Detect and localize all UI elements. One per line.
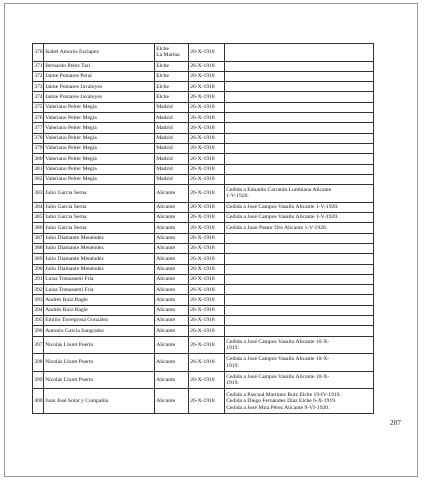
entry-number-cell: 394 [33, 305, 44, 315]
notes-cell [225, 102, 374, 112]
holder-name-cell: Julio Diamante Menéndez [44, 233, 155, 243]
table-row [33, 316, 374, 326]
table-row [33, 389, 374, 414]
notes-cell [225, 274, 374, 284]
entry-number-cell: 396 [33, 326, 44, 336]
table-row [33, 92, 374, 102]
entry-number-cell: 400 [33, 389, 44, 414]
place-line: Elche [156, 83, 169, 90]
table-row [33, 202, 374, 212]
place-line: Elche [156, 73, 169, 80]
notes-cell [225, 133, 374, 143]
entry-number-cell: 387 [33, 233, 44, 243]
holder-name-cell: Jaime Pomares Peral [44, 71, 155, 81]
date-cell: 26-X-1918 [189, 274, 225, 284]
place-cell [155, 44, 189, 62]
date-cell: 26-X-1918 [189, 213, 225, 223]
holder-name-cell: Luisa Tomassetti Fría [44, 274, 155, 284]
date-cell: 26-X-1918 [189, 174, 225, 184]
place-line: Alicante [156, 341, 176, 348]
note-line: Cedida a José Campos Vasallo Alicante 1-V-1920. [226, 214, 339, 221]
place-line: Alicante [156, 235, 176, 242]
place-line: Madrid [156, 124, 173, 131]
concession-register-table [32, 43, 374, 414]
holder-name-cell: Julio Diamante Menéndez [44, 243, 155, 253]
notes-cell [225, 143, 374, 153]
place-cell [155, 223, 189, 233]
entry-number-cell: 389 [33, 254, 44, 264]
holder-name-cell: Julio Diamante Menéndez [44, 264, 155, 274]
place-cell [155, 174, 189, 184]
note-line: Cedida a Juan Pastor Oro Alicante 1-V-1920. [226, 224, 328, 231]
table-row [33, 123, 374, 133]
place-cell [155, 316, 189, 326]
note-line: 1919. [226, 344, 239, 351]
place-line: Alicante [156, 245, 176, 252]
table-row [33, 143, 374, 153]
place-line: La Marina [156, 52, 180, 59]
table-row [33, 305, 374, 315]
place-line: Madrid [156, 104, 173, 111]
place-cell [155, 154, 189, 164]
place-cell [155, 202, 189, 212]
holder-name-cell: Nicolás Lloret Puerto [44, 336, 155, 354]
note-line: Cedida a José Campos Vasallo Alicante 10-X- [226, 356, 330, 363]
date-cell: 26-X-1918 [189, 44, 225, 62]
holder-name-cell: Andrés Ruiz Bagle [44, 305, 155, 315]
holder-name-cell: Julio García Serna [44, 185, 155, 203]
place-line: Elche [156, 63, 169, 70]
entry-number-cell: 395 [33, 316, 44, 326]
table-row [33, 102, 374, 112]
date-cell: 26-X-1918 [189, 143, 225, 153]
date-cell: 26-X-1918 [189, 316, 225, 326]
notes-cell [225, 154, 374, 164]
place-line: Madrid [156, 176, 173, 183]
notes-cell [225, 223, 374, 233]
date-cell: 26-X-1918 [189, 371, 225, 389]
entry-number-cell: 371 [33, 61, 44, 71]
place-cell [155, 164, 189, 174]
notes-cell [225, 82, 374, 92]
place-cell [155, 102, 189, 112]
entry-number-cell: 385 [33, 213, 44, 223]
table-row [33, 185, 374, 203]
place-cell [155, 326, 189, 336]
entry-number-cell: 376 [33, 113, 44, 123]
table-row [33, 44, 374, 62]
holder-name-cell: Jaime Pomares Javaloyes [44, 92, 155, 102]
holder-name-cell: Jaime Pomares Javaloyes [44, 82, 155, 92]
notes-cell [225, 164, 374, 174]
notes-cell [225, 285, 374, 295]
entry-number-cell: 378 [33, 133, 44, 143]
entry-number-cell: 382 [33, 174, 44, 184]
notes-cell [225, 336, 374, 354]
place-cell [155, 143, 189, 153]
date-cell: 26-X-1918 [189, 285, 225, 295]
table-row [33, 164, 374, 174]
entry-number-cell: 372 [33, 71, 44, 81]
table-row [33, 71, 374, 81]
place-line: Madrid [156, 155, 173, 162]
note-line: Cedida a Diego Fernández Díaz Elche 6-X-1919. [226, 398, 337, 405]
note-line: Cedida a José Campos Vasallo Alicante 10-X- [226, 338, 330, 345]
place-line: Elche [156, 45, 169, 52]
date-cell: 26-X-1918 [189, 61, 225, 71]
table-row [33, 254, 374, 264]
place-cell [155, 133, 189, 143]
table-row [33, 133, 374, 143]
notes-cell [225, 185, 374, 203]
place-cell [155, 243, 189, 253]
notes-cell [225, 92, 374, 102]
notes-cell [225, 254, 374, 264]
entry-number-cell: 386 [33, 223, 44, 233]
holder-name-cell: Valeriano Peiter Megía [44, 123, 155, 133]
notes-cell [225, 213, 374, 223]
entry-number-cell: 388 [33, 243, 44, 253]
entry-number-cell: 374 [33, 92, 44, 102]
date-cell: 26-X-1918 [189, 113, 225, 123]
holder-name-cell: Valeriano Peiter Megía [44, 154, 155, 164]
place-cell [155, 185, 189, 203]
note-line: 1919. [226, 380, 239, 387]
holder-name-cell: Julio García Serna [44, 213, 155, 223]
entry-number-cell: 399 [33, 371, 44, 389]
date-cell: 26-X-1918 [189, 354, 225, 372]
entry-number-cell: 375 [33, 102, 44, 112]
register-table-body [33, 44, 374, 414]
place-line: Alicante [156, 317, 176, 324]
date-cell: 26-X-1918 [189, 264, 225, 274]
table-row [33, 326, 374, 336]
place-cell [155, 336, 189, 354]
notes-cell [225, 44, 374, 62]
notes-cell [225, 305, 374, 315]
date-cell: 26-X-1918 [189, 326, 225, 336]
date-cell: 26-X-1918 [189, 123, 225, 133]
date-cell: 26-X-1918 [189, 295, 225, 305]
holder-name-cell: Luisa Tomassetti Fría [44, 285, 155, 295]
entry-number-cell: 398 [33, 354, 44, 372]
table-row [33, 371, 374, 389]
place-line: Alicante [156, 224, 176, 231]
note-line: 1919. [226, 362, 239, 369]
note-line: Cedida a Pascual Martínez Ruiz Elche 19-IV-1919. [226, 391, 341, 398]
table-row [33, 154, 374, 164]
entry-number-cell: 380 [33, 154, 44, 164]
table-row [33, 113, 374, 123]
table-row [33, 213, 374, 223]
note-line: Cedida a Eduardo Carratón Lumbiana Alicante [226, 187, 332, 194]
note-line: Cedida a José Campos Vasallo Alicante 10-X- [226, 373, 330, 380]
holder-name-cell: Valeriano Peiter Megía [44, 164, 155, 174]
holder-name-cell: Juan José Solar y Compañía [44, 389, 155, 414]
date-cell: 26-X-1918 [189, 233, 225, 243]
note-line: Cedida a José Campos Vasallo Alicante 1-V-1920. [226, 204, 339, 211]
notes-cell [225, 113, 374, 123]
table-row [33, 82, 374, 92]
notes-cell [225, 123, 374, 133]
place-cell [155, 71, 189, 81]
entry-number-cell: 377 [33, 123, 44, 133]
table-row [33, 174, 374, 184]
table-row [33, 61, 374, 71]
table-row [33, 233, 374, 243]
place-line: Alicante [156, 327, 176, 334]
holder-name-cell: Valeriano Peiter Megía [44, 143, 155, 153]
entry-number-cell: 381 [33, 164, 44, 174]
holder-name-cell: Valeriano Peiter Megía [44, 102, 155, 112]
place-cell [155, 92, 189, 102]
notes-cell [225, 389, 374, 414]
entry-number-cell: 384 [33, 202, 44, 212]
place-line: Alicante [156, 296, 176, 303]
entry-number-cell: 370 [33, 44, 44, 62]
holder-name-cell: Valeriano Peiter Megía [44, 113, 155, 123]
holder-name-cell: Valeriano Peiter Megía [44, 133, 155, 143]
holder-name-cell: Nicolás Lloret Puerto [44, 354, 155, 372]
date-cell: 26-X-1918 [189, 164, 225, 174]
place-cell [155, 61, 189, 71]
table-row [33, 274, 374, 284]
note-line: Cedida a José Mira Pérez Alicante 9-VI-1920. [226, 404, 330, 411]
table-row [33, 223, 374, 233]
place-line: Madrid [156, 166, 173, 172]
place-line: Elche [156, 93, 169, 100]
date-cell: 26-X-1918 [189, 82, 225, 92]
place-line: Alicante [156, 359, 176, 366]
date-cell: 26-X-1918 [189, 133, 225, 143]
place-line: Alicante [156, 307, 176, 314]
notes-cell [225, 354, 374, 372]
place-line: Alicante [156, 255, 176, 262]
notes-cell [225, 243, 374, 253]
place-cell [155, 389, 189, 414]
place-cell [155, 371, 189, 389]
place-cell [155, 354, 189, 372]
holder-name-cell: Julio García Serna [44, 223, 155, 233]
holder-name-cell: Bernardo Pérez Tari [44, 61, 155, 71]
notes-cell [225, 202, 374, 212]
notes-cell [225, 233, 374, 243]
place-line: Alicante [156, 204, 176, 211]
entry-number-cell: 392 [33, 285, 44, 295]
notes-cell [225, 316, 374, 326]
notes-cell [225, 371, 374, 389]
place-line: Alicante [156, 286, 176, 293]
date-cell: 26-X-1918 [189, 243, 225, 253]
place-cell [155, 295, 189, 305]
holder-name-cell: Julio Diamante Menéndez [44, 254, 155, 264]
place-cell [155, 274, 189, 284]
page-number: 207 [390, 419, 402, 427]
place-line: Alicante [156, 265, 176, 272]
entry-number-cell: 391 [33, 274, 44, 284]
place-cell [155, 82, 189, 92]
table-row [33, 243, 374, 253]
entry-number-cell: 397 [33, 336, 44, 354]
entry-number-cell: 379 [33, 143, 44, 153]
date-cell: 26-X-1918 [189, 92, 225, 102]
notes-cell [225, 264, 374, 274]
notes-cell [225, 174, 374, 184]
place-line: Alicante [156, 190, 176, 197]
entry-number-cell: 393 [33, 295, 44, 305]
table-row [33, 264, 374, 274]
date-cell: 26-X-1918 [189, 305, 225, 315]
date-cell: 26-X-1918 [189, 71, 225, 81]
holder-name-cell: Andrés Ruiz Bagle [44, 295, 155, 305]
place-cell [155, 285, 189, 295]
holder-name-cell: Nicolás Lloret Puerto [44, 371, 155, 389]
place-line: Alicante [156, 214, 176, 221]
place-line: Madrid [156, 135, 173, 142]
date-cell: 26-X-1918 [189, 185, 225, 203]
table-row [33, 295, 374, 305]
holder-name-cell: Valeriano Peiter Megía [44, 174, 155, 184]
date-cell: 26-X-1918 [189, 336, 225, 354]
place-cell [155, 113, 189, 123]
notes-cell [225, 295, 374, 305]
place-line: Alicante [156, 398, 176, 405]
notes-cell [225, 326, 374, 336]
holder-name-cell: Antonio García Sangrador [44, 326, 155, 336]
table-row [33, 354, 374, 372]
entry-number-cell: 373 [33, 82, 44, 92]
place-cell [155, 264, 189, 274]
holder-name-cell: Emilio Torregrosa González [44, 316, 155, 326]
holder-name-cell: Julio García Serna [44, 202, 155, 212]
place-cell [155, 233, 189, 243]
date-cell: 26-X-1918 [189, 389, 225, 414]
place-line: Alicante [156, 276, 176, 283]
notes-cell [225, 71, 374, 81]
place-cell [155, 213, 189, 223]
entry-number-cell: 383 [33, 185, 44, 203]
note-line: 1-V-1920. [226, 193, 249, 200]
entry-number-cell: 390 [33, 264, 44, 274]
date-cell: 26-X-1918 [189, 154, 225, 164]
place-cell [155, 305, 189, 315]
holder-name-cell: Isabel Amorós Esclapez [44, 44, 155, 62]
table-row [33, 285, 374, 295]
table-row [33, 336, 374, 354]
place-line: Madrid [156, 145, 173, 152]
notes-cell [225, 61, 374, 71]
date-cell: 26-X-1918 [189, 254, 225, 264]
place-cell [155, 254, 189, 264]
place-line: Alicante [156, 376, 176, 383]
place-line: Madrid [156, 114, 173, 121]
date-cell: 26-X-1918 [189, 223, 225, 233]
date-cell: 26-X-1918 [189, 102, 225, 112]
date-cell: 26-X-1918 [189, 202, 225, 212]
place-cell [155, 123, 189, 133]
